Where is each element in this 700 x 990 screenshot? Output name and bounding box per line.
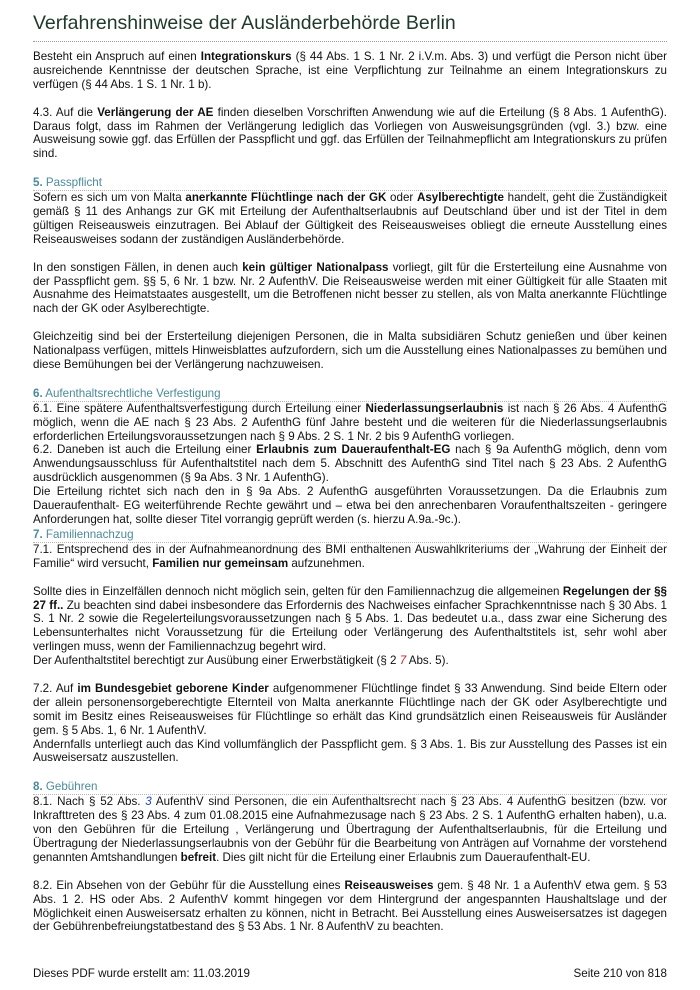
paragraph: 4.3. Auf die Verlängerung der AE finden dieselben Vorschriften Anwendung wie auf die Erteilung (§ 8 Abs. 1 AufenthG). Daraus folgt, dass im Rahmen der Verlängerung lediglich das Vorliegen von Ausweisungsgründen (vgl. 3.) bzw. eine Ausweisung sowie ggf. das Erfüllen der Passpflicht und ggf. das Erfüllen der Teilnahmepflicht am Integrationskurs zu prüfen sind.	[33, 105, 667, 161]
paragraph: 6.2. Daneben ist auch die Erteilung einer Erlaubnis zum Daueraufenthalt-EG nach § 9a AufenthG möglich, denn vom Anwendungsausschluss für Aufenthaltstitel nach dem 5. Abschnitt des AufenthG sind Titel nach § 23 Abs. 2 AufenthG ausdrücklich ausgenommen (§ 9a Abs. 3 Nr. 1 AufenthG).	[33, 443, 667, 485]
paragraph: In den sonstigen Fällen, in denen auch kein gültiger Nationalpass vorliegt, gilt für die Ersterteilung eine Ausnahme von der Passpflicht gem. §§ 5, 6 Nr. 1 bzw. Nr. 2 AufenthV. Die Reiseausweise werden mit einer Gültigkeit für alle Staaten mit Ausnahme des Heimatstaates ausgestellt, um die Betroffenen nicht besser zu stellen, als von Malta anerkannte Flüchtlinge nach der GK oder Asylberechtigte.	[33, 260, 667, 316]
paragraph: Besteht ein Anspruch auf einen Integrationskurs (§ 44 Abs. 1 S. 1 Nr. 2 i.V.m. Abs. 3) und verfügt die Person nicht über ausreichende Kenntnisse der deutschen Sprache, ist eine Verpflichtung zur Teilnahme an einem Integrationskurs zu verfügen (§ 44 Abs. 1 S. 1 Nr. 1 b).	[33, 50, 667, 91]
creation-date: Dieses PDF wurde erstellt am: 11.03.2019	[33, 967, 250, 980]
header-divider	[33, 41, 667, 42]
section-heading-6: 6. Aufenthaltsrechtliche Verfestigung	[33, 386, 667, 402]
paragraph: 8.1. Nach § 52 Abs. 3 AufenthV sind Personen, die ein Aufenthaltsrecht nach § 23 Abs. 4 AufenthG besitzen (bzw. vor Inkrafttreten des § 23 Abs. 4 zum 01.08.2015 eine Aufnahmezusage nach § 23 Abs. 2 S. 1 AufenthG erhalten haben), u.a. von den Gebühren für die Erteilung , Verlängerung und Übertragung der Aufenthaltserlaubnis, für die Erteilung und Übertragung der Niederlassungserlaubnis von der Gebühr für die Bearbeitung von Anträgen auf Vornahme der vorstehend genannten Amtshandlungen befreit. Dies gilt nicht für die Erteilung einer Erlaubnis zum Daueraufenthalt-EU.	[33, 795, 668, 864]
page-title: Verfahrenshinweise der Ausländerbehörde Berlin	[33, 12, 456, 34]
section-heading-8: 8. Gebühren	[33, 779, 667, 795]
paragraph: Sollte dies in Einzelfällen dennoch nicht möglich sein, gelten für den Familiennachzug die allgemeinen Regelungen der §§ 27 ff.. Zu beachten sind dabei insbesondere das Erfordernis des Nachweises einfacher Sprachkenntnisse nach § 30 Abs. 1 S. 1 Nr. 2 sowie die Regelerteilungsvoraussetzungen nach § 5 Abs. 1. Das bedeutet u.a., dass zwar eine Sicherung des Lebensunterhaltes nicht Voraussetzung für die Erteilung oder Verlängerung des Aufenthaltstitels ist, sehr wohl aber verlingen muss, wenn der Familiennachzug begehrt wird.	[33, 584, 667, 654]
section-heading-5: 5. Passpflicht	[33, 175, 667, 191]
paragraph: 8.2. Ein Absehen von der Gebühr für die Ausstellung eines Reiseausweises gem. § 48 Nr. 1 a AufenthV etwa gem. § 53 Abs. 1 2. HS oder Abs. 2 AufenthV kommt hingegen vor dem Hintergrund der angespannten Haushaltslage und der Möglichkeit einen Ausweisersatz erhalten zu können, nicht in Betracht. Bei Ausstellung eines Ausweisersatzes ist dagegen der Gebührenbefreiungstatbestand des § 53 Abs. 1 Nr. 8 AufenthV zu beachten.	[33, 878, 667, 934]
paragraph: Sofern es sich um von Malta anerkannte Flüchtlinge nach der GK oder Asylberechtigte handelt, geht die Zuständigkeit gemäß § 11 des Anhangs zur GK mit Erteilung der Aufenthaltserlaubnis auf Deutschland über und ist der Titel in dem gültigen Reiseausweis einzutragen. Bei Ablauf der Gültigkeit des Reiseausweises obliegt die erneute Ausstellung eines Reiseausweises sodann der zuständigen Ausländerbehörde.	[33, 191, 667, 246]
paragraph: Andernfalls unterliegt auch das Kind vollumfänglich der Passpflicht gem. § 3 Abs. 1. Bis zur Ausstellung des Passes ist ein Ausweisersatz auszustellen.	[33, 737, 667, 765]
page-header	[33, 10, 667, 42]
document-body	[33, 50, 667, 934]
paragraph: 7.1. Entsprechend des in der Aufnahmeanordnung des BMI enthaltenen Auswahlkriteriums der „Wahrung der Einheit der Familie“ wird versucht, Familien nur gemeinsam aufzunehmen.	[33, 542, 667, 570]
paragraph: 7.2. Auf im Bundesgebiet geborene Kinder aufgenommener Flüchtlinge findet § 33 Anwendung. Sind beide Eltern oder der allein personensorgeberechtigte Elternteil von Malta anerkannte Flüchtlinge nach der GK oder Asylberechtigte und somit im Besitz eines Reiseausweises für Flüchtlinge so erhält das Kind grundsätzlich einen Reiseausweis für Ausländer gem. § 5 Abs. 1, 6 Nr. 1 AufenthV.	[33, 681, 668, 737]
paragraph: Die Erteilung richtet sich nach den in § 9a Abs. 2 AufenthG ausgeführten Voraussetzungen. Da die Erlaubnis zum Daueraufenthalt- EG weiterführende Rechte gewährt und – etwa bei den anrechenbaren Voraufenthaltszeiten - geringere Anforderungen hat, sollte dieser Titel vorrangig geprüft werden (s. hierzu A.9a.-9c.).	[33, 485, 667, 527]
section-heading-7: 7. Familiennachzug	[33, 527, 667, 543]
page-number: Seite 210 von 818	[573, 967, 667, 980]
paragraph: Gleichzeitig sind bei der Ersterteilung diejenigen Personen, die in Malta subsidiären Schutz genießen und über keinen Nationalpass verfügen, mittels Hinweisblattes aufzufordern, sich um die Ausstellung eines Nationalpasses zu bemühen und diese Bemühungen bei der Verlängerung nachzuweisen.	[33, 330, 667, 371]
paragraph: Der Aufenthaltstitel berechtigt zur Ausübung einer Erwerbstätigkeit (§ 2 7 Abs. 5).	[33, 654, 449, 668]
paragraph: 6.1. Eine spätere Aufenthaltsverfestigung durch Erteilung einer Niederlassungserlaubnis ist nach § 26 Abs. 4 AufenthG möglich, wenn die AE nach § 23 Abs. 2 AufenthG fünf Jahre besteht und die weiteren für die Niederlassungserlaubnis erforderlichen Erteilungsvoraussetzungen nach § 9 Abs. 2 S. 1 Nr. 2 bis 9 AufenthG vorliegen.	[33, 401, 667, 443]
